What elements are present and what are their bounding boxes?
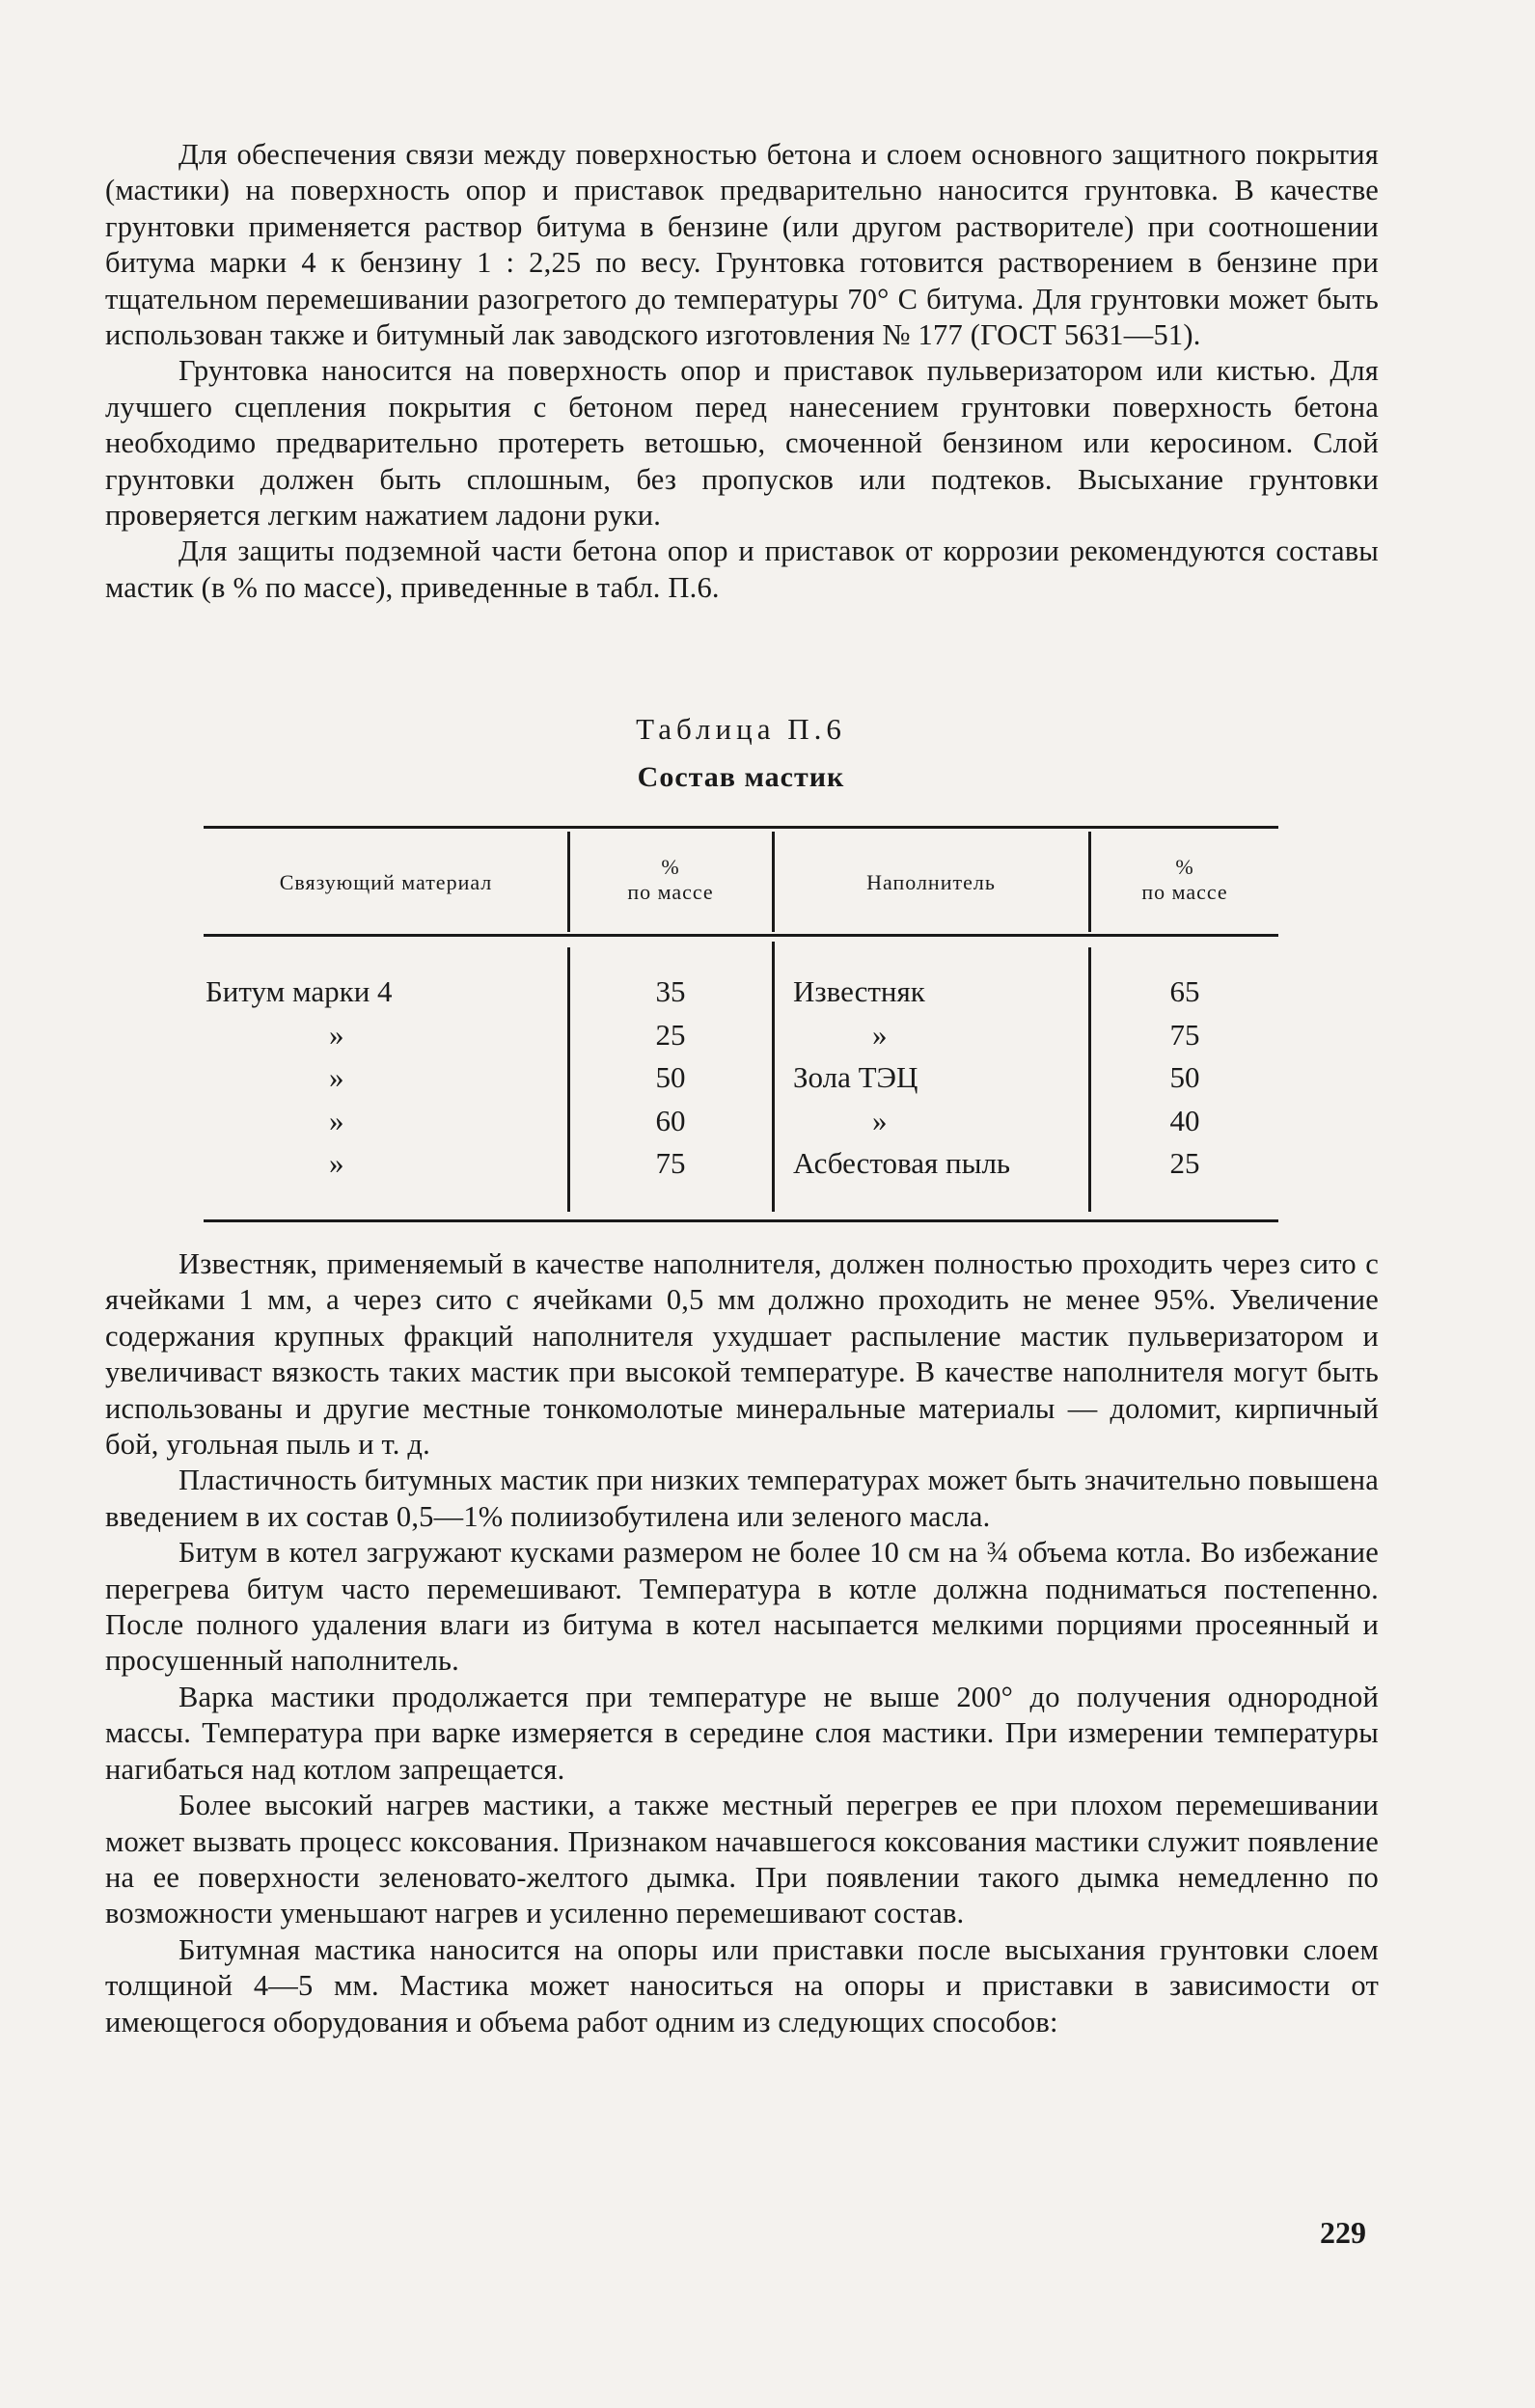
column-divider (772, 832, 775, 932)
table-cell: 75 (655, 1146, 686, 1181)
column-divider (1088, 947, 1091, 1212)
header-filler: Наполнитель (866, 870, 996, 894)
table-cell: » (329, 1017, 344, 1052)
table-cell: » (872, 1017, 888, 1052)
filler-column (793, 971, 1083, 1186)
paragraph: Пластичность битумных мастик при низких температурах может быть значительно повышена введением в их состав 0,5—1% полиизобутилена или зеленого масла. (105, 1464, 1379, 1533)
table-caption: Таблица П.6 (636, 712, 846, 746)
table-cell: 65 (1169, 974, 1200, 1008)
table-cell: Зола ТЭЦ (793, 1060, 918, 1095)
table-cell: 75 (1169, 1017, 1200, 1052)
table-cell: 25 (655, 1017, 686, 1052)
filler-pct-column (1092, 971, 1277, 1186)
paragraph: Известняк, применяемый в качестве наполнителя, должен полностью проходить через сито с ячейками 1 мм, а через сито с ячейками 0,5 мм должно проходить не менее 95%. Увеличение содержания крупных фракций наполнителя ухудшает распыление мастик пульверизатором и увеличиваст вязкость таких мастик при высокой температуре. В качестве наполнителя могут быть использованы и другие местные тонкомолотые минеральные материалы — доломит, кирпичный бой, угольная пыль и т. д. (105, 1247, 1379, 1462)
table-cell: » (329, 1103, 344, 1137)
table-bottom-rule (204, 1219, 1278, 1222)
paragraph: Варка мастики продолжается при температуре не выше 200° до получения однородной массы. Температура при варке измеряется в середине слоя мастики. При измерении температуры нагибаться над котлом запрещается. (105, 1680, 1379, 1786)
column-divider (567, 947, 570, 1212)
header-binder: Связующий материал (279, 870, 493, 894)
table-cell: Асбестовая пыль (793, 1146, 1011, 1181)
column-divider (567, 832, 570, 932)
paragraph: Грунтовка наносится на поверхность опор и приставок пульверизатором или кистью. Для лучшего сцепления покрытия с бетоном перед нанесением грунтовки поверхность бетона необходимо предварительно протереть ветошью, смоченной бензином или керосином. Слой грунтовки должен быть сплошным, без пропусков или подтеков. Высыхание грунтовки проверяется легким нажатием ладони руки. (105, 354, 1379, 533)
table-cell: 40 (1169, 1103, 1200, 1137)
paragraph: Более высокий нагрев мастики, а также местный перегрев ее при плохом перемешивании может вызвать процесс коксования. Признаком начавшегося коксования мастики служит появление на ее поверхности зеленовато-желтого дымка. При появлении такого дымка немедленно по возможности уменьшают нагрев и усиленно перемешивают состав. (105, 1789, 1379, 1930)
table-cell: » (872, 1103, 888, 1137)
table-cell: » (329, 1146, 344, 1181)
binder-column (204, 971, 561, 1186)
table-cell: 50 (1169, 1060, 1200, 1095)
text-block-bottom (105, 1246, 1379, 2040)
table-cell: » (329, 1060, 344, 1095)
paragraph: Битум в котел загружают кусками размером не более 10 см на ¾ объема котла. Во избежание перегрева битум часто перемешивают. Температура в котле должна подниматься постепенно. После полного удаления влаги из битума в котел насыпается мелкими порциями просеянный и просушенный наполнитель. (105, 1536, 1379, 1678)
column-divider (1088, 832, 1091, 932)
table-cell: 35 (655, 974, 686, 1008)
table-cell: 60 (655, 1103, 686, 1137)
table-header-rule (204, 934, 1278, 937)
binder-pct-column (571, 971, 770, 1186)
table-title: Состав мастик (637, 761, 845, 793)
paragraph: Для защиты подземной части бетона опор и приставок от коррозии рекомендуются составы мастик (в % по массе), приведенные в табл. П.6. (105, 534, 1379, 604)
table-top-rule (204, 826, 1278, 829)
text-block-top (105, 137, 1379, 606)
header-filler-pct: % по массе (1141, 855, 1228, 904)
table-cell: 25 (1169, 1146, 1200, 1181)
column-divider (772, 942, 775, 1212)
table-cell: Известняк (793, 974, 925, 1008)
table-cell: 50 (655, 1060, 686, 1095)
header-binder-pct: % по массе (627, 855, 714, 904)
paragraph: Для обеспечения связи между поверхностью бетона и слоем основного защитного покрытия (мастики) на поверхность опор и приставок предварительно наносится грунтовка. В качестве грунтовки применяется раствор битума в бензине (или другом растворителе) при соотношении битума марки 4 к бензину 1 : 2,25 по весу. Грунтовка готовится растворением в бензине при тщательном перемешивании разогретого до температуры 70° С битума. Для грунтовки может быть использован также и битумный лак заводского изготовления № 177 (ГОСТ 5631—51). (105, 138, 1379, 352)
paragraph: Битумная мастика наносится на опоры или приставки после высыхания грунтовки слоем толщиной 4—5 мм. Мастика может наноситься на опоры и приставки в зависимости от имеющегося оборудования и объема работ одним из следующих способов: (105, 1932, 1379, 2039)
table-cell: Битум марки 4 (206, 974, 393, 1008)
page-number: 229 (1320, 2215, 1366, 2250)
